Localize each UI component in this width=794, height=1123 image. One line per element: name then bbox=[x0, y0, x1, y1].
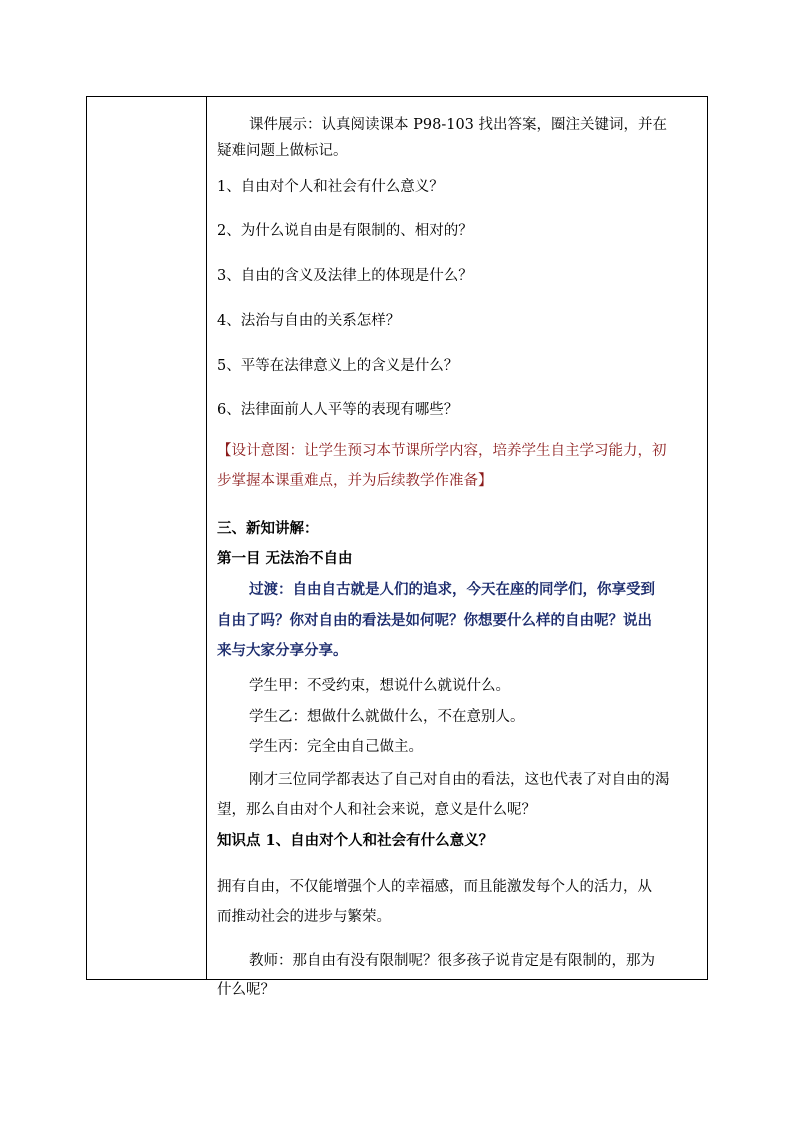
question-4: 4、法治与自由的关系怎样？ bbox=[217, 313, 401, 329]
answer-line-2: 而推动社会的进步与繁荣。 bbox=[217, 909, 391, 925]
summary-line-2: 望，那么自由对个人和社会来说，意义是什么呢？ bbox=[217, 802, 536, 818]
section-heading: 三、新知讲解： bbox=[217, 520, 319, 537]
summary-line-1: 刚才三位同学都表达了自己对自由的看法，这也代表了对自由的渴 bbox=[249, 772, 670, 788]
intro-line-1: 课件展示：认真阅读课本 P98-103 找出答案，圈注关键词，并在 bbox=[249, 117, 667, 133]
lesson-table bbox=[86, 96, 708, 998]
question-6: 6、法律面前人人平等的表现有哪些？ bbox=[217, 402, 459, 418]
question-1: 1、自由对个人和社会有什么意义？ bbox=[217, 179, 444, 195]
transition-line-2: 自由了吗？你对自由的看法是如何呢？你想要什么样的自由呢？说出 bbox=[217, 612, 652, 629]
intro-line-2: 疑难问题上做标记。 bbox=[217, 143, 348, 159]
transition-line-1: 过渡：自由自古就是人们的追求，今天在座的同学们，你享受到 bbox=[249, 581, 655, 598]
student-a: 学生甲：不受约束，想说什么就说什么。 bbox=[249, 678, 510, 694]
question-5: 5、平等在法律意义上的含义是什么？ bbox=[217, 358, 459, 374]
knowledge-point-1: 知识点 1、自由对个人和社会有什么意义？ bbox=[217, 832, 494, 849]
question-2: 2、为什么说自由是有限制的、相对的？ bbox=[217, 223, 473, 239]
design-intent-line-1: 【设计意图：让学生预习本节课所学内容，培养学生自主学习能力，初 bbox=[217, 443, 667, 459]
transition-line-3: 来与大家分享分享。 bbox=[217, 642, 348, 659]
teacher-line-1: 教师：那自由有没有限制呢？很多孩子说肯定是有限制的，那为 bbox=[249, 953, 655, 969]
design-intent-line-2: 步掌握本课重难点，并为后续教学作准备】 bbox=[217, 473, 493, 489]
student-c: 学生丙：完全由自己做主。 bbox=[249, 739, 423, 755]
teacher-line-2: 什么呢？ bbox=[217, 982, 275, 998]
content-cell bbox=[87, 97, 707, 998]
item-heading: 第一目 无法治不自由 bbox=[217, 550, 353, 567]
question-3: 3、自由的含义及法律上的体现是什么？ bbox=[217, 268, 473, 284]
answer-line-1: 拥有自由，不仅能增强个人的幸福感，而且能激发每个人的活力，从 bbox=[217, 879, 652, 895]
student-b: 学生乙：想做什么就做什么，不在意别人。 bbox=[249, 709, 525, 725]
